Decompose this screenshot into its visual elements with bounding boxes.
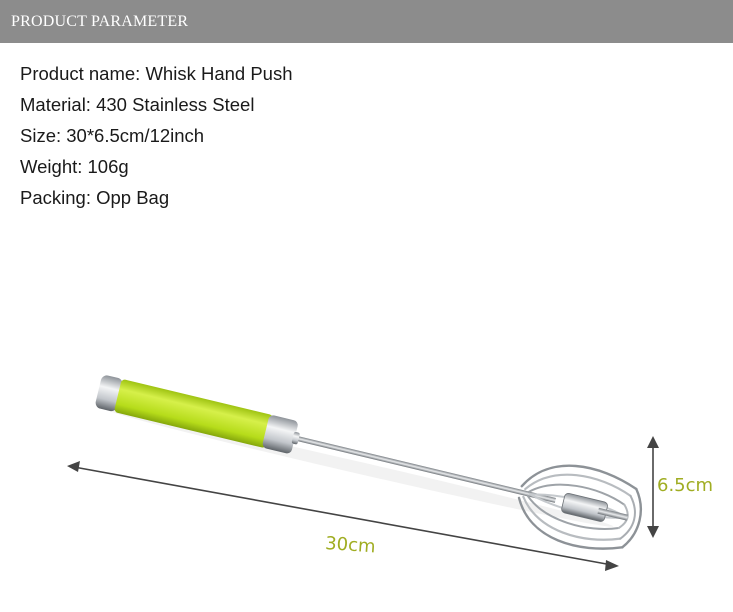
length-dimension-label: 30cm bbox=[324, 533, 377, 558]
height-dimension-label: 6.5cm bbox=[657, 475, 714, 496]
section-title: PRODUCT PARAMETER bbox=[11, 13, 189, 30]
whisk-rod bbox=[292, 435, 556, 503]
spec-product-name: Product name: Whisk Hand Push bbox=[20, 63, 293, 84]
spec-material: Material: 430 Stainless Steel bbox=[20, 94, 255, 115]
whisk-handle bbox=[114, 379, 274, 448]
spec-weight: Weight: 106g bbox=[20, 156, 129, 177]
spec-size: Size: 30*6.5cm/12inch bbox=[20, 125, 205, 146]
whisk-body bbox=[89, 352, 649, 559]
spec-packing: Packing: Opp Bag bbox=[20, 187, 170, 208]
